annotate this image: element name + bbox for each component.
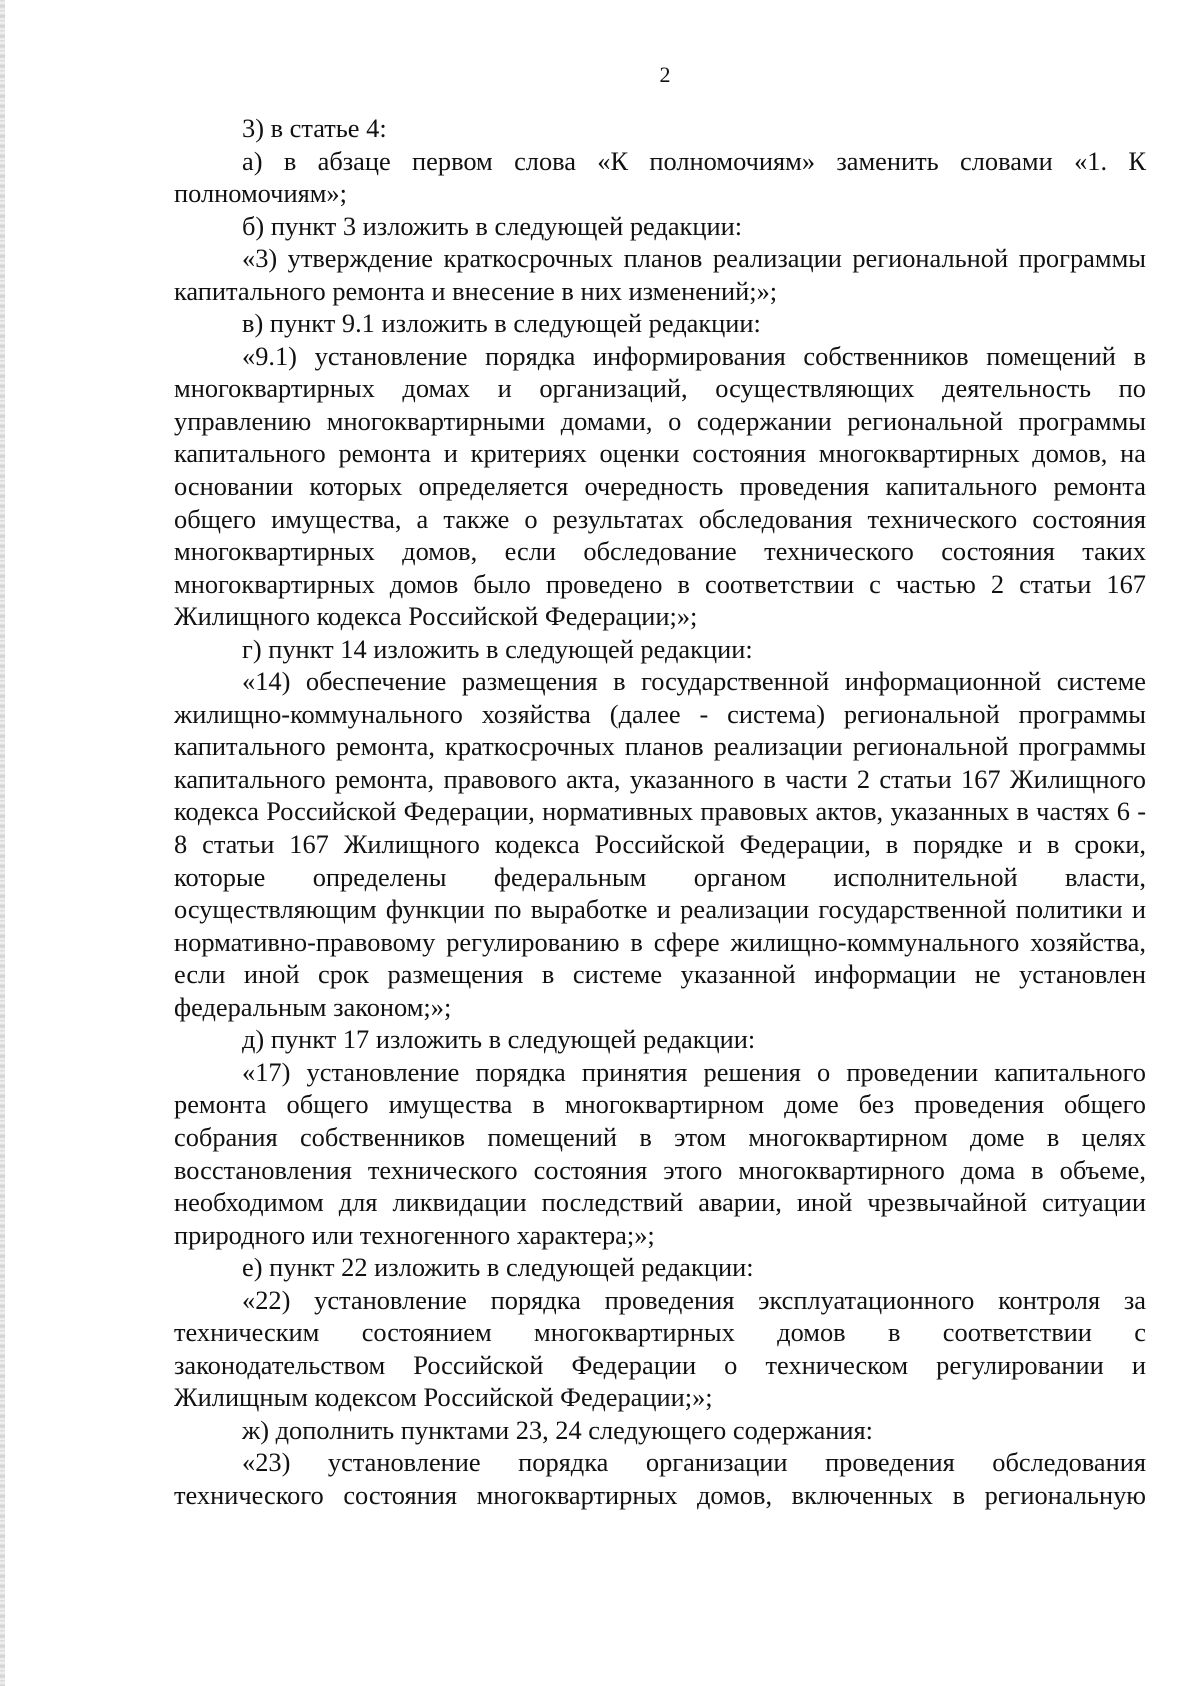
paragraph-point-9-1-text: «9.1) установление порядка информирования собственников помещений в многоквартирных домах и организаций, осуществляющих деятельность по управлению многоквартирными домами, о содержании региональной программы капитального ремонта и критериях оценки состояния многоквартирных домов, на основании которых определяется очередность проведения капитального ремонта общего имущества, а также о результатах обследования технического состояния многоквартирных домов, если обследование технического состояния таких многоквартирных домов было проведено в соответствии с частью 2 статьи 167 Жилищного кодекса Российской Федерации;»; [174, 340, 1146, 632]
scan-edge [0, 0, 5, 1686]
paragraph-item-e: е) пункт 22 изложить в следующей редакции: [242, 1252, 754, 1283]
paragraph-item-v: в) пункт 9.1 изложить в следующей редакции: [242, 308, 761, 339]
paragraph-point-23-text: «23) установление порядка организации проведения обследования технического состояния многоквартирных домов, включенных в региональную [174, 1447, 1146, 1510]
paragraph-point-14-text: «14) обеспечение размещения в государственной информационной системе жилищно-коммунального хозяйства (далее - система) региональной программы капитального ремонта, краткосрочных планов реализации региональной программы капитального ремонта, правового акта, указанного в части 2 статьи 167 Жилищного кодекса Российской Федерации, нормативных правовых актов, указанных в частях 6 - 8 статьи 167 Жилищного кодекса Российской Федерации, в порядке и в сроки, которые определены федеральным органом исполнительной власти, осуществляющим функции по выработке и реализации государственной политики и нормативно-правовому регулированию в сфере жилищно-коммунального хозяйства, если иной срок размещения в системе указанной информации не установлен федеральным законом;»; [174, 666, 1146, 1022]
page-number: 2 [659, 62, 671, 87]
paragraph-item-a: а) в абзаце первом слова «К полномочиям» заменить словами «1. К полномочиям»; [174, 145, 1146, 209]
paragraph-item-zh: ж) дополнить пунктами 23, 24 следующего содержания: [242, 1414, 874, 1445]
paragraph-point-22-text: «22) установление порядка проведения эксплуатационного контроля за техническим состоянием многоквартирных домов в соответствии с законодательством Российской Федерации о техническом регулировании и Жилищным кодексом Российской Федерации;»; [174, 1284, 1146, 1413]
paragraph-item-b: б) пункт 3 изложить в следующей редакции: [242, 210, 743, 241]
paragraph-item-g: г) пункт 14 изложить в следующей редакции: [242, 633, 753, 664]
paragraph-point-3-text: «3) утверждение краткосрочных планов реализации региональной программы капитального ремонта и внесение в них изменений;»; [174, 243, 1146, 306]
paragraph-article-4-intro: 3) в статье 4: [242, 113, 387, 143]
paragraph-item-d: д) пункт 17 изложить в следующей редакции: [242, 1024, 756, 1055]
paragraph-point-17-text: «17) установление порядка принятия решения о проведении капитального ремонта общего имущества в многоквартирном доме без проведения общего собрания собственников помещений в этом многоквартирном доме в целях восстановления технического состояния этого многоквартирного дома в объеме, необходимом для ликвидации последствий аварии, иной чрезвычайной ситуации природного или техногенного характера;»; [174, 1056, 1146, 1250]
document-body [174, 112, 1146, 1512]
